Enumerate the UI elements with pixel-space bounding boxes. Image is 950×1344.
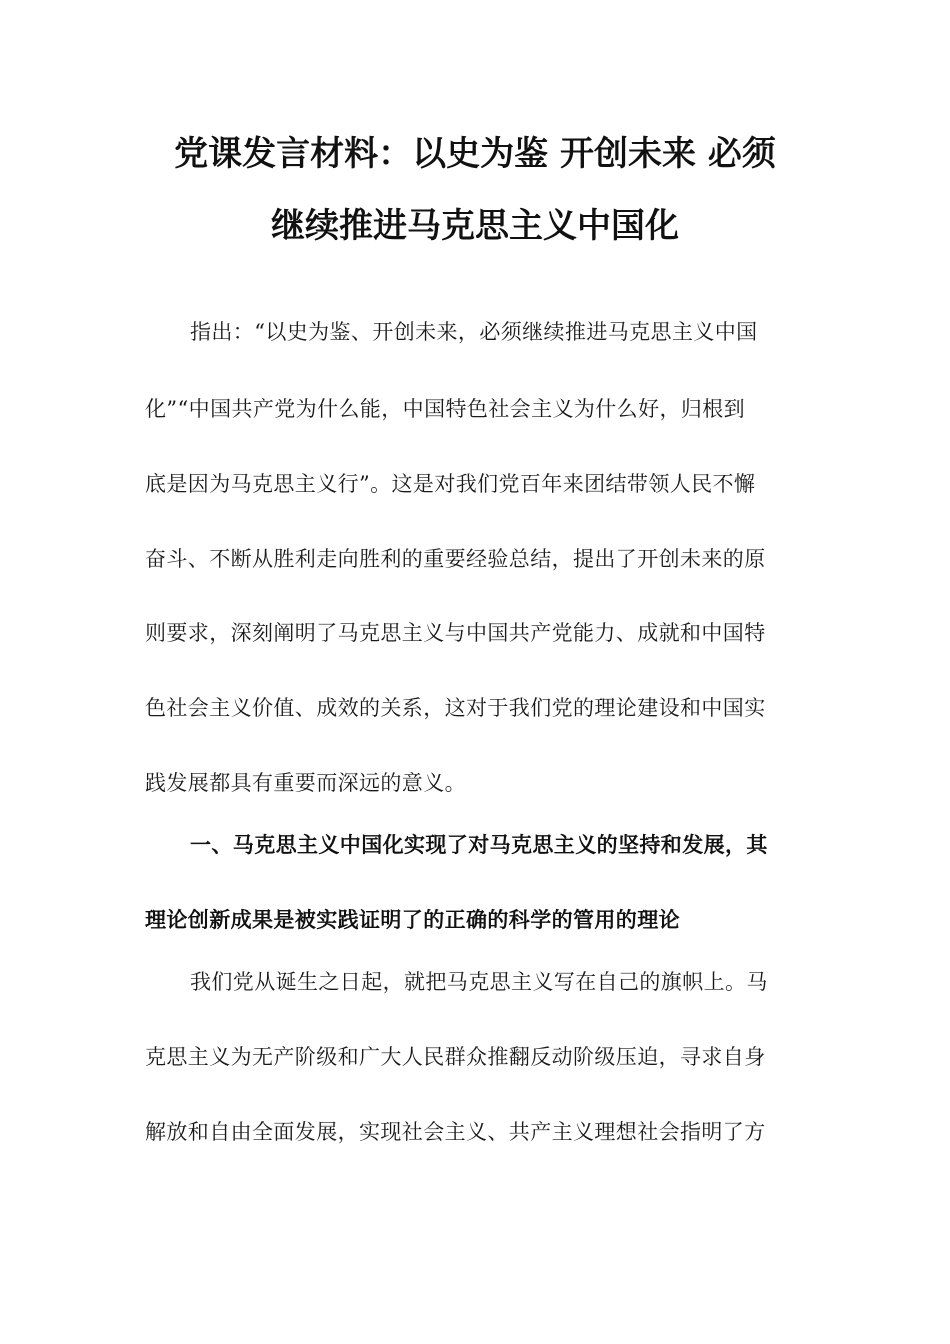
paragraph-1-line-5: 则要求，深刻阐明了马克思主义与中国共产党能力、成就和中国特: [145, 621, 766, 645]
document-title-line-1: 党课发言材料：以史为鉴 开创未来 必须: [174, 134, 776, 174]
paragraph-1-line-6: 色社会主义价值、成效的关系，这对于我们党的理论建设和中国实: [145, 696, 766, 720]
document-title-line-2: 继续推进马克思主义中国化: [271, 206, 679, 246]
paragraph-2-line-2: 克思主义为无产阶级和广大人民群众推翻反动阶级压迫，寻求自身: [145, 1045, 766, 1069]
paragraph-2-line-3: 解放和自由全面发展，实现社会主义、共产主义理想社会指明了方: [145, 1120, 766, 1144]
section-heading-1-line-2: 理论创新成果是被实践证明了的正确的科学的管用的理论: [145, 908, 680, 932]
paragraph-2-line-1: 我们党从诞生之日起，就把马克思主义写在自己的旗帜上。马: [190, 970, 768, 994]
paragraph-1-line-3: 底是因为马克思主义行”。这是对我们党百年来团结带领人民不懈: [145, 472, 756, 496]
section-heading-1-line-1: 一、马克思主义中国化实现了对马克思主义的坚持和发展，其: [190, 833, 768, 857]
paragraph-1-line-2: 化”“中国共产党为什么能，中国特色社会主义为什么好，归根到: [145, 397, 746, 421]
paragraph-1-line-1: 指出：“以史为鉴、开创未来，必须继续推进马克思主义中国: [190, 320, 758, 344]
paragraph-1-line-4: 奋斗、不断从胜利走向胜利的重要经验总结，提出了开创未来的原: [145, 547, 766, 571]
paragraph-1-line-7: 践发展都具有重要而深远的意义。: [145, 771, 466, 795]
